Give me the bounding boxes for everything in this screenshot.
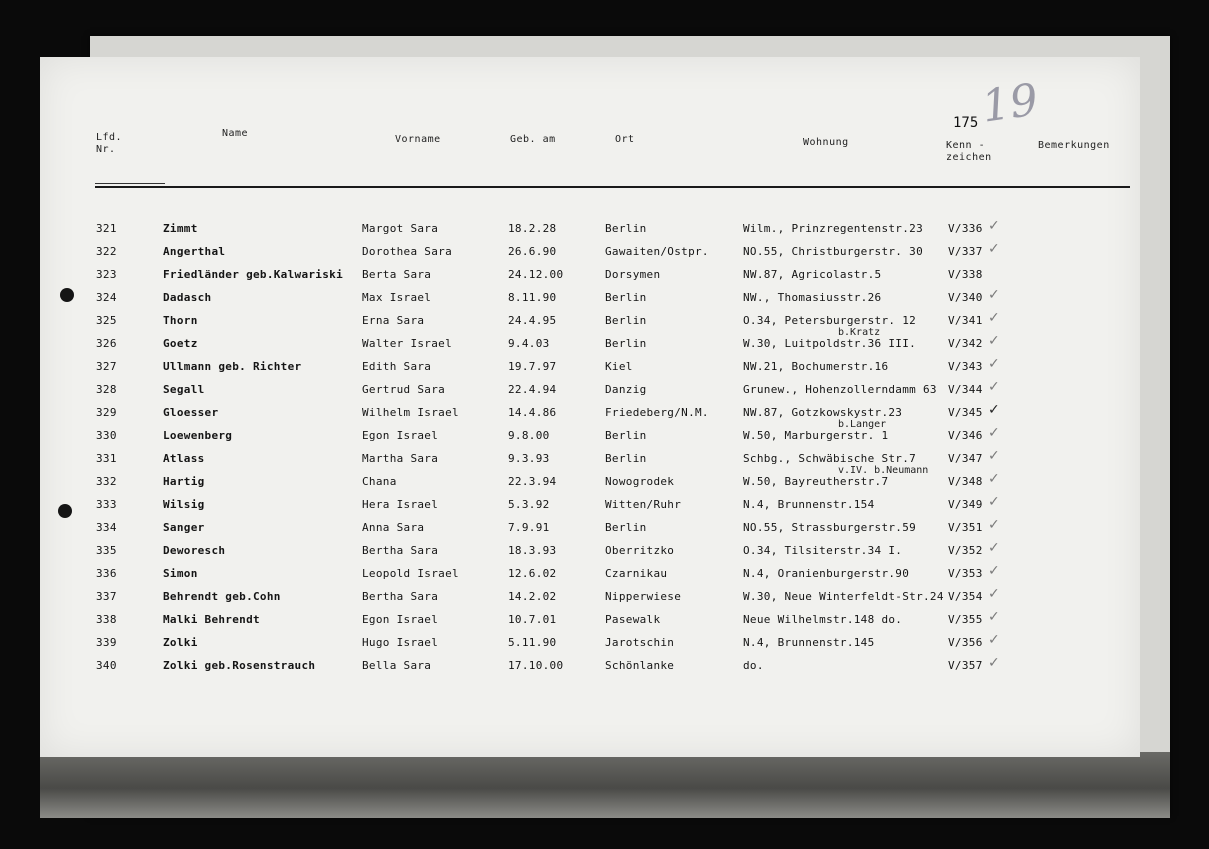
table-row xyxy=(0,494,1209,520)
row-vorname: Chana xyxy=(362,475,397,488)
row-address: N.4, Brunnenstr.154 xyxy=(743,498,875,511)
row-vorname: Bella Sara xyxy=(362,659,432,672)
row-birthdate: 24.4.95 xyxy=(508,314,557,327)
row-birthplace: Berlin xyxy=(605,429,647,442)
row-number: 338 xyxy=(96,613,117,626)
row-name: Zolki xyxy=(163,636,198,649)
row-kennzeichen: V/340 xyxy=(948,291,983,304)
row-address: Wilm., Prinzregentenstr.23 xyxy=(743,222,923,235)
row-birthdate: 24.12.00 xyxy=(508,268,564,281)
table-row xyxy=(0,327,1209,359)
row-vorname: Gertrud Sara xyxy=(362,383,446,396)
header-name: Name xyxy=(222,128,249,139)
row-kennzeichen: V/357 xyxy=(948,659,983,672)
row-address: N.4, Oranienburgerstr.90 xyxy=(743,567,910,580)
row-number: 331 xyxy=(96,452,117,465)
row-birthplace: Kiel xyxy=(605,360,633,373)
check-mark-icon: ✓ xyxy=(988,425,1001,441)
row-name: Zolki geb.Rosenstrauch xyxy=(163,659,316,672)
row-number: 328 xyxy=(96,383,117,396)
address-annotation: v.IV. b.Neumann xyxy=(838,465,929,476)
row-kennzeichen: V/351 xyxy=(948,521,983,534)
table-row xyxy=(0,356,1209,382)
table-row xyxy=(0,419,1209,451)
row-name: Thorn xyxy=(163,314,198,327)
row-birthdate: 9.3.93 xyxy=(508,452,550,465)
check-mark-icon: ✓ xyxy=(988,241,1001,257)
row-vorname: Martha Sara xyxy=(362,452,439,465)
table-row xyxy=(0,517,1209,543)
row-kennzeichen: V/338 xyxy=(948,268,983,281)
row-number: 330 xyxy=(96,429,117,442)
row-address: O.34, Petersburgerstr. 12 xyxy=(743,314,917,327)
row-address: NO.55, Christburgerstr. 30 xyxy=(743,245,923,258)
row-birthdate: 18.2.28 xyxy=(508,222,557,235)
row-vorname: Hera Israel xyxy=(362,498,439,511)
row-address: O.34, Tilsiterstr.34 I. xyxy=(743,544,903,557)
check-mark-icon: ✓ xyxy=(988,402,1001,418)
row-number: 321 xyxy=(96,222,117,235)
row-name: Malki Behrendt xyxy=(163,613,260,626)
check-mark-icon: ✓ xyxy=(988,517,1001,533)
row-address: Grunew., Hohenzollerndamm 63 xyxy=(743,383,937,396)
row-address: Schbg., Schwäbische Str.7 xyxy=(743,452,917,465)
row-address: do. xyxy=(743,659,764,672)
row-vorname: Walter Israel xyxy=(362,337,452,350)
row-name: Segall xyxy=(163,383,205,396)
row-name: Ullmann geb. Richter xyxy=(163,360,302,373)
header-wohnung: Wohnung xyxy=(803,137,849,148)
row-name: Loewenberg xyxy=(163,429,233,442)
row-kennzeichen: V/343 xyxy=(948,360,983,373)
row-birthdate: 9.8.00 xyxy=(508,429,550,442)
row-name: Simon xyxy=(163,567,198,580)
table-row xyxy=(0,609,1209,635)
row-name: Atlass xyxy=(163,452,205,465)
row-number: 323 xyxy=(96,268,117,281)
row-number: 322 xyxy=(96,245,117,258)
row-kennzeichen: V/356 xyxy=(948,636,983,649)
row-address: NW.87, Agricolastr.5 xyxy=(743,268,882,281)
header-rule xyxy=(95,186,1130,188)
row-birthplace: Dorsymen xyxy=(605,268,661,281)
row-birthdate: 12.6.02 xyxy=(508,567,557,580)
row-number: 324 xyxy=(96,291,117,304)
row-number: 340 xyxy=(96,659,117,672)
row-kennzeichen: V/344 xyxy=(948,383,983,396)
row-birthdate: 14.2.02 xyxy=(508,590,557,603)
row-vorname: Max Israel xyxy=(362,291,432,304)
row-name: Dadasch xyxy=(163,291,212,304)
row-vorname: Wilhelm Israel xyxy=(362,406,459,419)
row-birthdate: 10.7.01 xyxy=(508,613,557,626)
header-bemerkungen: Bemerkungen xyxy=(1038,140,1110,151)
row-kennzeichen: V/342 xyxy=(948,337,983,350)
row-address: N.4, Brunnenstr.145 xyxy=(743,636,875,649)
check-mark-icon: ✓ xyxy=(988,586,1001,602)
row-name: Gloesser xyxy=(163,406,219,419)
row-birthdate: 17.10.00 xyxy=(508,659,564,672)
table-row xyxy=(0,218,1209,244)
row-birthplace: Berlin xyxy=(605,521,647,534)
check-mark-icon: ✓ xyxy=(988,379,1001,395)
row-vorname: Berta Sara xyxy=(362,268,432,281)
row-number: 335 xyxy=(96,544,117,557)
row-number: 336 xyxy=(96,567,117,580)
row-birthplace: Gawaiten/Ostpr. xyxy=(605,245,709,258)
row-kennzeichen: V/355 xyxy=(948,613,983,626)
row-address: W.50, Marburgerstr. 1 xyxy=(743,429,889,442)
row-number: 334 xyxy=(96,521,117,534)
row-birthplace: Nowogrodek xyxy=(605,475,675,488)
check-mark-icon: ✓ xyxy=(988,632,1001,648)
row-address: W.30, Neue Winterfeldt-Str.24 xyxy=(743,590,944,603)
row-name: Wilsig xyxy=(163,498,205,511)
row-kennzeichen: V/348 xyxy=(948,475,983,488)
row-vorname: Egon Israel xyxy=(362,613,439,626)
row-address: NW.87, Gotzkowskystr.23 xyxy=(743,406,903,419)
row-kennzeichen: V/345 xyxy=(948,406,983,419)
table-row xyxy=(0,448,1209,474)
row-kennzeichen: V/346 xyxy=(948,429,983,442)
row-vorname: Bertha Sara xyxy=(362,544,439,557)
row-birthplace: Friedeberg/N.M. xyxy=(605,406,709,419)
row-birthplace: Czarnikau xyxy=(605,567,668,580)
table-row xyxy=(0,379,1209,405)
row-address: W.50, Bayreutherstr.7 xyxy=(743,475,889,488)
row-birthplace: Danzig xyxy=(605,383,647,396)
row-address: W.30, Luitpoldstr.36 III. xyxy=(743,337,917,350)
row-name: Friedländer geb.Kalwariski xyxy=(163,268,343,281)
address-annotation: b.Langer xyxy=(838,419,887,430)
row-birthplace: Berlin xyxy=(605,314,647,327)
row-vorname: Egon Israel xyxy=(362,429,439,442)
row-birthdate: 22.4.94 xyxy=(508,383,557,396)
row-name: Deworesch xyxy=(163,544,226,557)
row-birthdate: 8.11.90 xyxy=(508,291,557,304)
row-birthdate: 9.4.03 xyxy=(508,337,550,350)
row-number: 337 xyxy=(96,590,117,603)
row-number: 339 xyxy=(96,636,117,649)
row-birthdate: 18.3.93 xyxy=(508,544,557,557)
row-vorname: Edith Sara xyxy=(362,360,432,373)
header-ort: Ort xyxy=(615,134,635,145)
row-vorname: Anna Sara xyxy=(362,521,425,534)
row-kennzeichen: V/341 xyxy=(948,314,983,327)
row-birthplace: Berlin xyxy=(605,222,647,235)
row-number: 329 xyxy=(96,406,117,419)
row-name: Sanger xyxy=(163,521,205,534)
row-vorname: Margot Sara xyxy=(362,222,439,235)
header-short-rule xyxy=(95,183,165,184)
row-birthdate: 5.11.90 xyxy=(508,636,557,649)
row-kennzeichen: V/337 xyxy=(948,245,983,258)
row-birthdate: 5.3.92 xyxy=(508,498,550,511)
check-mark-icon: ✓ xyxy=(988,609,1001,625)
row-kennzeichen: V/353 xyxy=(948,567,983,580)
handwritten-page-number: 19 xyxy=(978,74,1042,133)
table-row xyxy=(0,402,1209,428)
row-kennzeichen: V/352 xyxy=(948,544,983,557)
row-birthplace: Berlin xyxy=(605,291,647,304)
table-row xyxy=(0,241,1209,267)
check-mark-icon: ✓ xyxy=(988,563,1001,579)
row-birthplace: Jarotschin xyxy=(605,636,675,649)
table-row xyxy=(0,655,1209,681)
address-annotation: b.Kratz xyxy=(838,327,881,338)
header-kennzeichen: Kenn - zeichen xyxy=(946,140,992,163)
row-name: Behrendt geb.Cohn xyxy=(163,590,281,603)
header-geb-am: Geb. am xyxy=(510,134,556,145)
row-vorname: Erna Sara xyxy=(362,314,425,327)
row-birthplace: Pasewalk xyxy=(605,613,661,626)
row-address: NO.55, Strassburgerstr.59 xyxy=(743,521,917,534)
table-row xyxy=(0,586,1209,612)
check-mark-icon: ✓ xyxy=(988,218,1001,234)
row-name: Zimmt xyxy=(163,222,198,235)
check-mark-icon: ✓ xyxy=(988,494,1001,510)
page-number: 175 xyxy=(953,115,979,131)
row-name: Hartig xyxy=(163,475,205,488)
row-birthplace: Witten/Ruhr xyxy=(605,498,682,511)
row-number: 327 xyxy=(96,360,117,373)
row-birthdate: 26.6.90 xyxy=(508,245,557,258)
check-mark-icon: ✓ xyxy=(988,471,1001,487)
row-birthdate: 19.7.97 xyxy=(508,360,557,373)
check-mark-icon: ✓ xyxy=(988,448,1001,464)
row-kennzeichen: V/354 xyxy=(948,590,983,603)
row-birthplace: Nipperwiese xyxy=(605,590,682,603)
check-mark-icon: ✓ xyxy=(988,356,1001,372)
table-row xyxy=(0,632,1209,658)
row-kennzeichen: V/347 xyxy=(948,452,983,465)
check-mark-icon: ✓ xyxy=(988,333,1001,349)
table-row xyxy=(0,540,1209,566)
header-vorname: Vorname xyxy=(395,134,441,145)
row-birthplace: Oberritzko xyxy=(605,544,675,557)
row-birthdate: 22.3.94 xyxy=(508,475,557,488)
check-mark-icon: ✓ xyxy=(988,310,1001,326)
check-mark-icon: ✓ xyxy=(988,287,1001,303)
row-vorname: Dorothea Sara xyxy=(362,245,452,258)
check-mark-icon: ✓ xyxy=(988,540,1001,556)
header-lfd-nr: Lfd. Nr. xyxy=(96,132,123,155)
row-number: 333 xyxy=(96,498,117,511)
row-birthdate: 7.9.91 xyxy=(508,521,550,534)
page-bottom-shadow xyxy=(40,752,1170,818)
row-number: 326 xyxy=(96,337,117,350)
row-birthdate: 14.4.86 xyxy=(508,406,557,419)
row-number: 325 xyxy=(96,314,117,327)
table-row xyxy=(0,287,1209,313)
table-row xyxy=(0,465,1209,497)
row-birthplace: Berlin xyxy=(605,452,647,465)
row-kennzeichen: V/349 xyxy=(948,498,983,511)
row-kennzeichen: V/336 xyxy=(948,222,983,235)
row-vorname: Bertha Sara xyxy=(362,590,439,603)
row-name: Angerthal xyxy=(163,245,226,258)
row-address: NW.21, Bochumerstr.16 xyxy=(743,360,889,373)
row-address: NW., Thomasiusstr.26 xyxy=(743,291,882,304)
row-name: Goetz xyxy=(163,337,198,350)
row-number: 332 xyxy=(96,475,117,488)
row-birthplace: Schönlanke xyxy=(605,659,675,672)
check-mark-icon: ✓ xyxy=(988,655,1001,671)
table-row xyxy=(0,310,1209,336)
row-address: Neue Wilhelmstr.148 do. xyxy=(743,613,903,626)
table-row xyxy=(0,563,1209,589)
row-vorname: Leopold Israel xyxy=(362,567,459,580)
table-row xyxy=(0,268,1209,290)
row-birthplace: Berlin xyxy=(605,337,647,350)
row-vorname: Hugo Israel xyxy=(362,636,439,649)
